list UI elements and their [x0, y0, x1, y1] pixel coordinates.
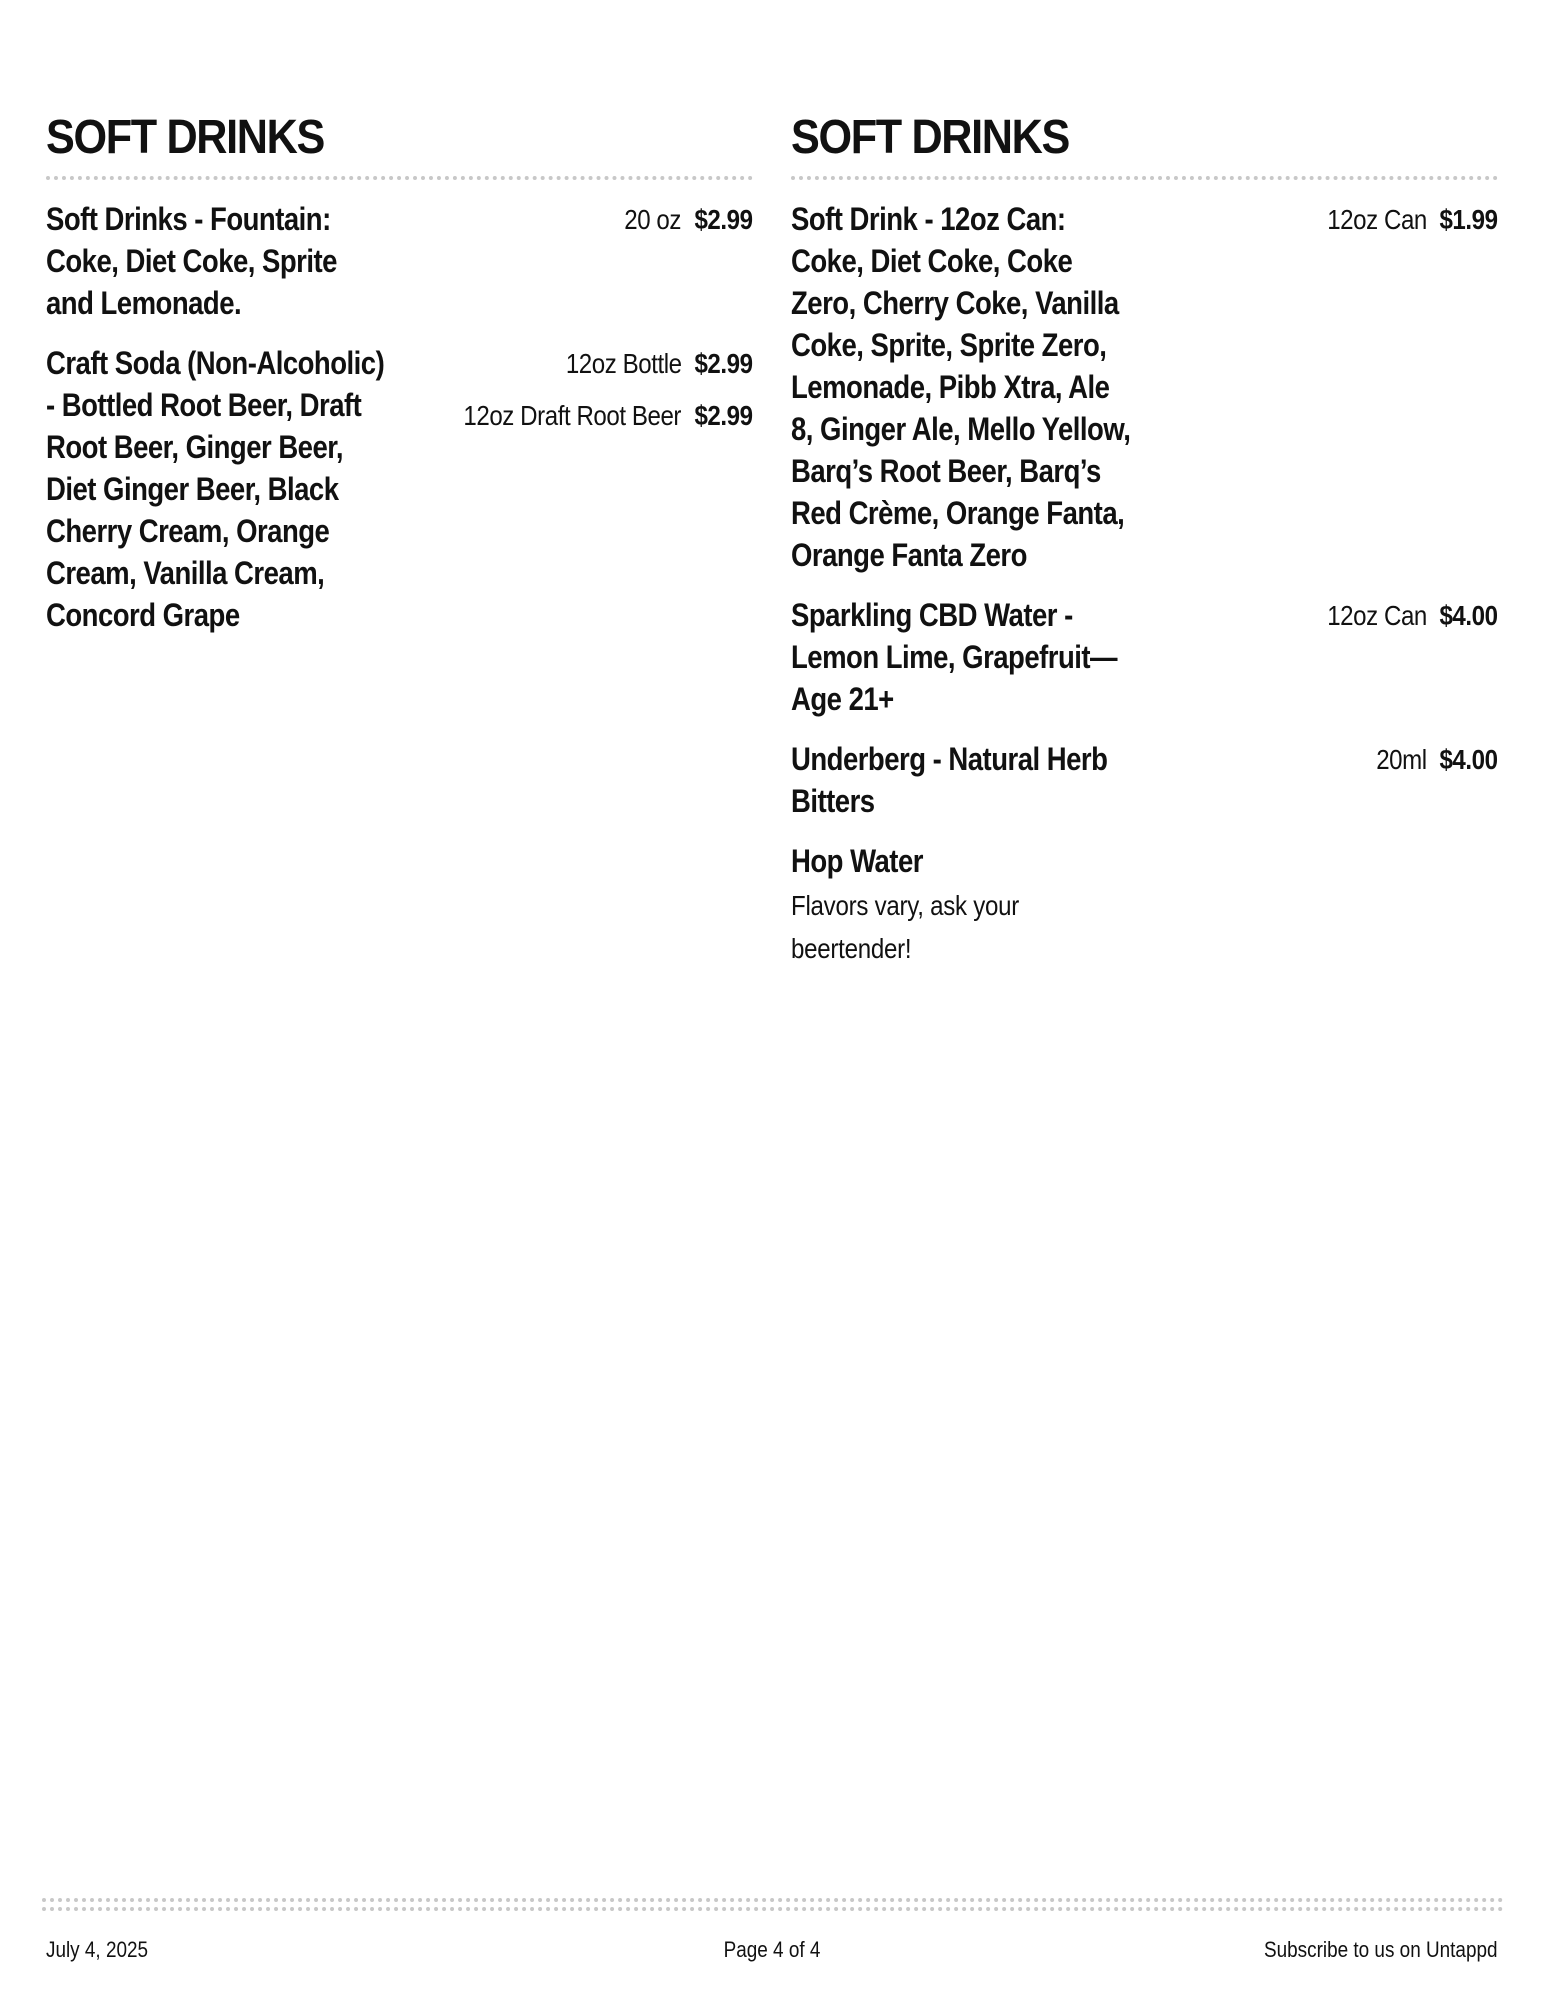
footer-divider	[42, 1907, 1504, 1911]
section-title: SOFT DRINKS	[791, 111, 1069, 164]
menu-item	[791, 738, 1498, 822]
menu-item-name: Soft Drinks - Fountain: Coke, Diet Coke, Sprite and Lemonade.	[46, 201, 337, 321]
serving-size: 20ml	[1375, 744, 1427, 775]
menu-item-description: Flavors vary, ask your beertender!	[791, 890, 1020, 964]
price-value: $2.99	[694, 400, 753, 431]
menu-item-name: Underberg - Natural Herb Bitters	[791, 741, 1108, 819]
price-row	[428, 348, 753, 400]
price-value: $4.00	[1439, 600, 1498, 631]
menu-item-prices	[1368, 738, 1498, 796]
menu-item-prices	[1311, 198, 1498, 256]
menu-item-prices	[615, 198, 753, 256]
price-value: $1.99	[1439, 204, 1498, 235]
menu-item	[791, 198, 1498, 576]
footer-divider	[42, 1898, 1504, 1902]
serving-size: 12oz Bottle	[565, 348, 682, 379]
serving-size: 12oz Can	[1326, 204, 1427, 235]
left-menu-column	[46, 108, 753, 636]
right-menu-column	[791, 108, 1498, 970]
section-title: SOFT DRINKS	[46, 111, 324, 164]
price-row	[615, 204, 753, 256]
price-value: $2.99	[694, 204, 753, 235]
serving-size: 20 oz	[624, 204, 682, 235]
menu-item-prices	[1311, 594, 1498, 652]
price-row	[428, 400, 753, 452]
menu-item	[791, 594, 1498, 720]
footer-page-number: Page 4 of 4	[723, 1937, 821, 1962]
title-divider	[46, 176, 753, 180]
price-row	[1311, 600, 1498, 652]
price-value: $2.99	[694, 348, 753, 379]
serving-size: 12oz Can	[1326, 600, 1427, 631]
menu-item-name: Hop Water	[791, 843, 923, 879]
menu-item-name: Sparkling CBD Water - Lemon Lime, Grapefruit—Age 21+	[791, 597, 1118, 717]
price-value: $4.00	[1439, 744, 1498, 775]
price-row	[1368, 744, 1498, 796]
menu-item-prices	[428, 342, 753, 452]
menu-item	[46, 342, 753, 636]
page-footer	[46, 1932, 1498, 1968]
footer-date: July 4, 2025	[46, 1937, 149, 1962]
serving-size: 12oz Draft Root Beer	[463, 400, 682, 431]
menu-item-name: Soft Drink - 12oz Can: Coke, Diet Coke, Coke Zero, Cherry Coke, Vanilla Coke, Sprite, Sprite Zero, Lemonade, Pibb Xtra, Ale 8, Ginger Ale, Mello Yellow, Barq’s Root Beer, Barq’s Red Crème, Orange Fanta, Orange Fanta Zero	[791, 201, 1131, 573]
menu-item-name: Craft Soda (Non-Alcoholic) - Bottled Root Beer, Draft Root Beer, Ginger Beer, Diet Ginger Beer, Black Cherry Cream, Orange Cream, Vanilla Cream, Concord Grape	[46, 345, 385, 633]
footer-subscribe-link[interactable]: Subscribe to us on Untappd	[1264, 1937, 1498, 1962]
title-divider	[791, 176, 1498, 180]
menu-item	[791, 840, 1498, 970]
price-row	[1311, 204, 1498, 256]
menu-item	[46, 198, 753, 324]
